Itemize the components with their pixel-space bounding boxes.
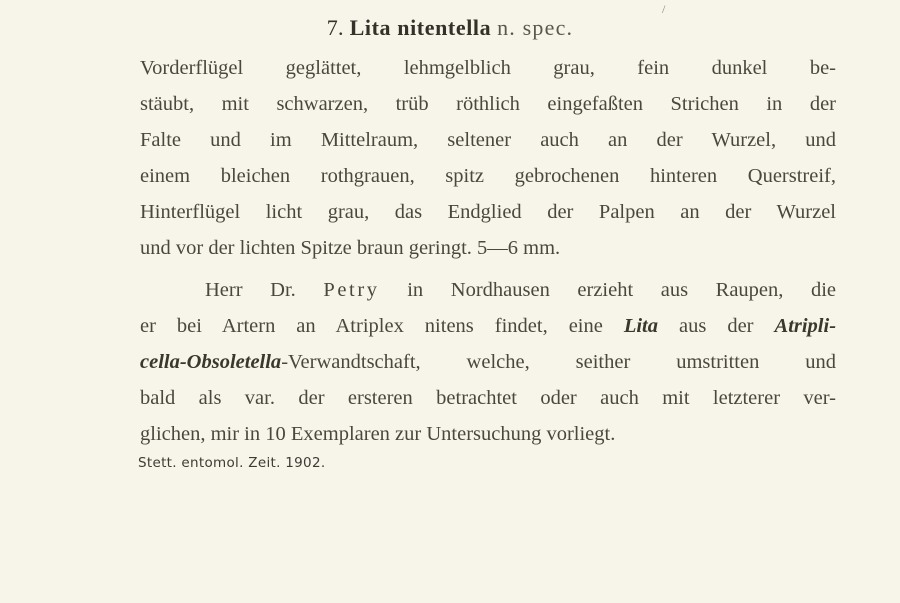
species-group-start: Atripli- xyxy=(774,315,837,337)
note-text: in Nordhausen erzieht aus Raupen, die xyxy=(407,279,837,301)
note-line-1 xyxy=(205,279,836,302)
species-name: Lita nitentella xyxy=(349,15,492,40)
species-status: n. spec. xyxy=(497,15,574,40)
species-number: 7. xyxy=(326,15,344,40)
person-name: Petry xyxy=(323,279,380,301)
note-line-5: glichen, mir in 10 Exemplaren zur Untersuchung vorliegt. xyxy=(140,423,616,445)
note-text: aus der xyxy=(679,315,754,337)
species-group-end: cella-Obsoletella xyxy=(140,351,282,373)
species-heading xyxy=(0,15,900,41)
note-text: -Verwandtschaft, welche, seither umstritten und xyxy=(281,351,836,373)
note-text: Herr Dr. xyxy=(205,279,296,301)
note-line-4: bald als var. der ersteren betrachtet oder auch mit letzterer ver- xyxy=(140,387,836,409)
note-line-2 xyxy=(140,315,836,338)
page-mark: / xyxy=(662,2,666,16)
description-line-6: und vor der lichten Spitze braun geringt. 5—6 mm. xyxy=(140,237,561,259)
genus-name: Lita xyxy=(623,315,659,337)
description-line-5: Hinterflügel licht grau, das Endglied der Palpen an der Wurzel xyxy=(140,201,836,223)
citation: Stett. entomol. Zeit. 1902. xyxy=(138,455,326,471)
description-line-4: einem bleichen rothgrauen, spitz gebrochenen hinteren Querstreif, xyxy=(140,165,836,187)
description-line-1: Vorderflügel geglättet, lehmgelblich grau, fein dunkel be- xyxy=(140,57,836,79)
description-line-2: stäubt, mit schwarzen, trüb röthlich eingefaßten Strichen in der xyxy=(140,93,836,115)
note-line-3 xyxy=(140,351,836,374)
note-text: er bei Artern an Atriplex nitens findet, eine xyxy=(140,315,603,337)
description-line-3: Falte und im Mittelraum, seltener auch an der Wurzel, und xyxy=(140,129,836,151)
